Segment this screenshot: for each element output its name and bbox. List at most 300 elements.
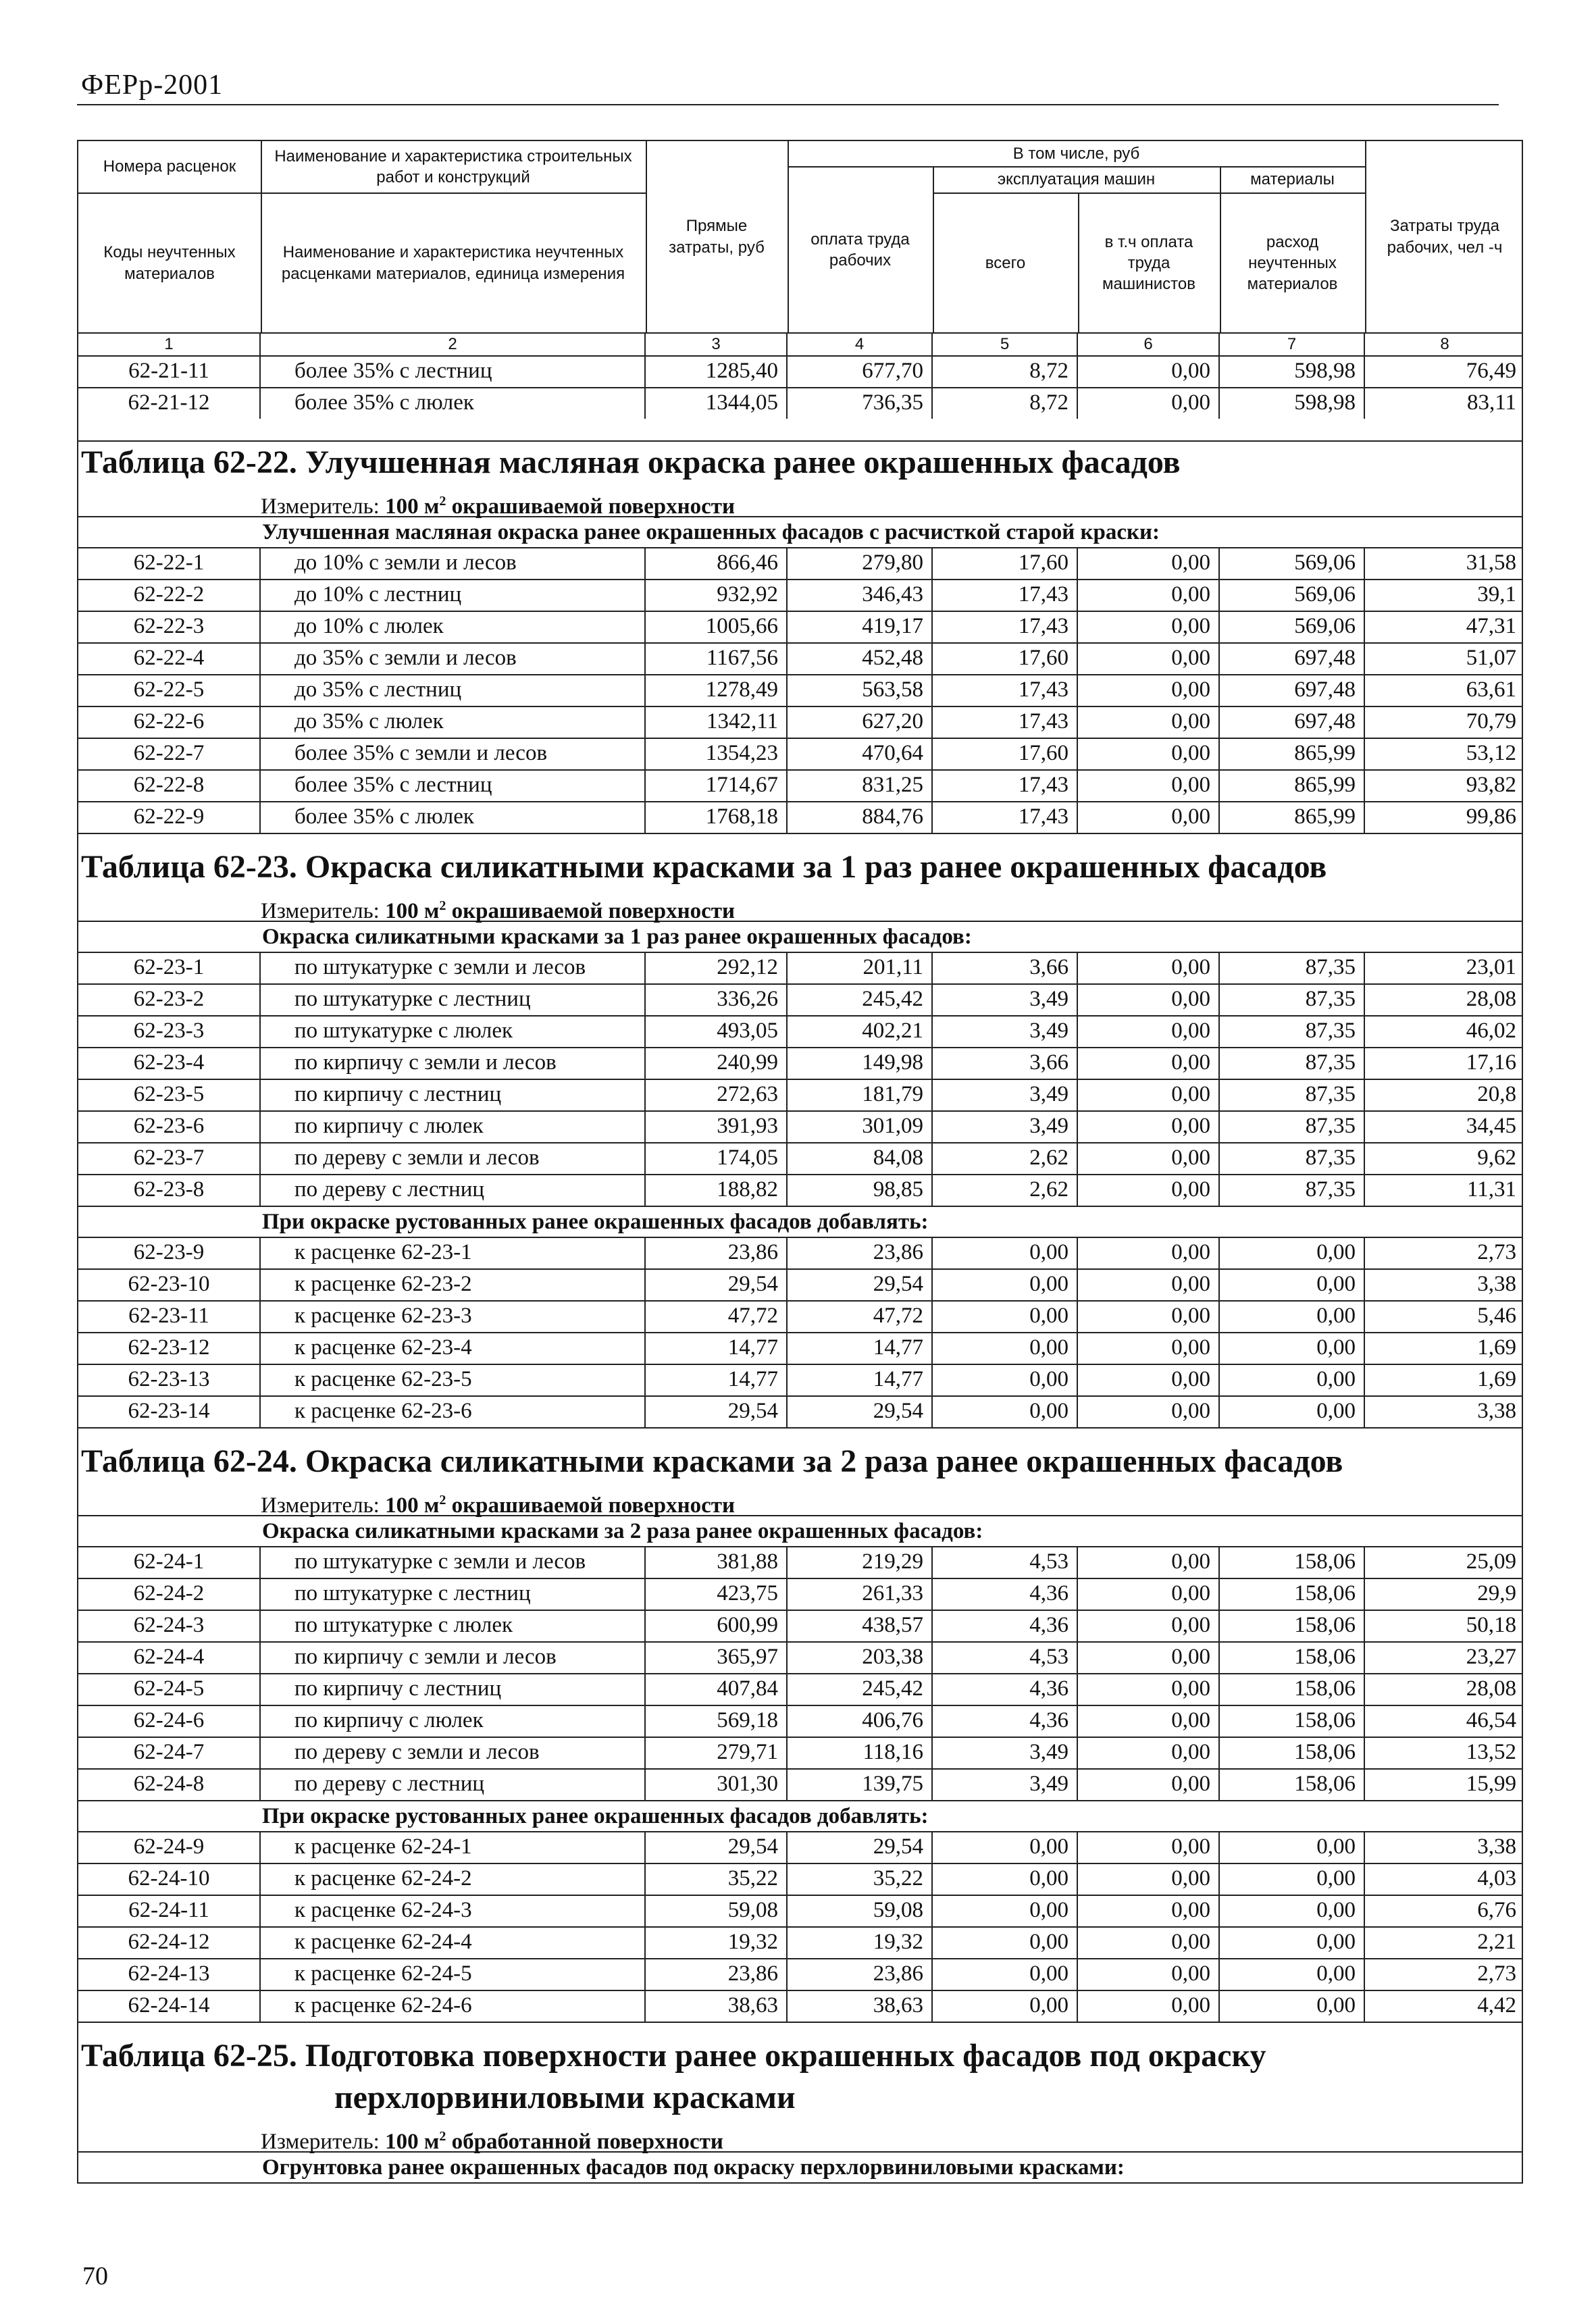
- machines-total-cell: 17,43: [933, 580, 1078, 611]
- operators-wages-cell: 0,00: [1078, 580, 1220, 611]
- measurement-label: Измеритель:: [261, 2130, 386, 2154]
- wages-cell: 438,57: [788, 1611, 933, 1641]
- wages-cell: 149,98: [788, 1048, 933, 1079]
- rate-code-cell: 62-24-10: [78, 1864, 261, 1895]
- materials-consumption-cell: 158,06: [1220, 1706, 1365, 1737]
- materials-consumption-cell: 569,06: [1220, 548, 1365, 579]
- direct-costs-cell: 1285,40: [646, 357, 788, 387]
- wages-cell: 38,63: [788, 1991, 933, 2022]
- table-section: [78, 1427, 1522, 2022]
- operators-wages-cell: 0,00: [1078, 1706, 1220, 1737]
- measurement-exponent: 2: [439, 494, 446, 509]
- measurement-label: Измеритель:: [261, 494, 386, 519]
- measurement-exponent: 2: [439, 898, 446, 913]
- machines-total-cell: 0,00: [933, 1270, 1078, 1300]
- labor-costs-cell: 15,99: [1466, 1772, 1516, 1796]
- direct-costs-cell: 1167,56: [646, 644, 788, 674]
- operators-wages-cell: 0,00: [1078, 1864, 1220, 1895]
- wages-cell: 219,29: [788, 1547, 933, 1578]
- operators-wages-cell: 0,00: [1078, 1175, 1220, 1206]
- machines-total-cell: 0,00: [933, 1238, 1078, 1268]
- rate-code-cell: 62-24-3: [78, 1611, 261, 1641]
- column-number: 3: [646, 334, 788, 355]
- rate-code-cell: 62-23-8: [78, 1175, 261, 1206]
- wages-cell: 627,20: [788, 707, 933, 738]
- operators-wages-cell: 0,00: [1078, 1896, 1220, 1926]
- labor-costs-cell: 31,58: [1466, 550, 1516, 575]
- wages-cell: 23,86: [788, 1959, 933, 1990]
- table-row: [78, 388, 1522, 419]
- labor-costs-cell: 20,8: [1477, 1082, 1516, 1106]
- wages-cell: 181,79: [788, 1080, 933, 1110]
- header-rule: [77, 104, 1499, 105]
- group-heading: При окраске рустованных ранее окрашенных фасадов добавлять:: [78, 1207, 1522, 1238]
- rate-code-cell: 62-22-4: [78, 644, 261, 674]
- operators-wages-cell: 0,00: [1078, 675, 1220, 706]
- column-number: 6: [1078, 334, 1220, 355]
- materials-consumption-cell: 865,99: [1220, 802, 1365, 833]
- materials-consumption-cell: 0,00: [1220, 1832, 1365, 1863]
- wages-cell: 261,33: [788, 1579, 933, 1610]
- wages-cell: 118,16: [788, 1738, 933, 1768]
- rate-code-cell: 62-22-6: [78, 707, 261, 738]
- work-name-cell: более 35% с земли и лесов: [261, 739, 646, 769]
- materials-consumption-cell: 0,00: [1220, 1864, 1365, 1895]
- labor-costs-cell: 23,27: [1466, 1645, 1516, 1669]
- table-title-text: Таблица 62-24. Окраска силикатными красками за 2 раза ранее окрашенных фасадов: [81, 1443, 1343, 1479]
- direct-costs-cell: 1714,67: [646, 771, 788, 801]
- work-name-cell: к расценке 62-24-2: [261, 1864, 646, 1895]
- materials-consumption-cell: 0,00: [1220, 1302, 1365, 1332]
- labor-costs-cell: 50,18: [1466, 1613, 1516, 1637]
- column-numbers: [78, 332, 1522, 357]
- table-row: [78, 985, 1522, 1017]
- work-name-cell: к расценке 62-23-5: [261, 1365, 646, 1395]
- labor-costs-cell: 28,08: [1466, 1676, 1516, 1701]
- labor-costs-header: Затраты труда рабочих, чел -ч: [1387, 217, 1503, 257]
- machines-total-cell: 17,60: [933, 739, 1078, 769]
- machines-total-cell: 17,60: [933, 548, 1078, 579]
- labor-costs-cell: 1,69: [1477, 1367, 1516, 1391]
- rate-code-cell: 62-24-14: [78, 1991, 261, 2022]
- machines-total-cell: 3,49: [933, 1017, 1078, 1047]
- machines-total-cell: 0,00: [933, 1959, 1078, 1990]
- group-heading: При окраске рустованных ранее окрашенных фасадов добавлять:: [78, 1801, 1522, 1832]
- work-name-cell: к расценке 62-24-6: [261, 1991, 646, 2022]
- measurement-value-text: 100 м: [385, 2130, 440, 2154]
- work-name-cell: по штукатурке с лестниц: [261, 1579, 646, 1610]
- operators-wages-cell: 0,00: [1078, 953, 1220, 983]
- labor-costs-cell: 2,73: [1477, 1240, 1516, 1264]
- operators-wages-cell: 0,00: [1078, 1302, 1220, 1332]
- machines-total-cell: 0,00: [933, 1896, 1078, 1926]
- labor-costs-cell: 6,76: [1477, 1898, 1516, 1922]
- rate-code-cell: 62-24-11: [78, 1896, 261, 1926]
- work-name-cell: до 35% с люлек: [261, 707, 646, 738]
- table-row: [78, 1302, 1522, 1333]
- measurement-label: Измеритель:: [261, 899, 386, 923]
- direct-costs-cell: 35,22: [646, 1864, 788, 1895]
- machines-total-cell: 3,49: [933, 1738, 1078, 1768]
- materials-consumption-cell: 87,35: [1220, 1017, 1365, 1047]
- machines-total-cell: 17,43: [933, 675, 1078, 706]
- direct-costs-cell: 29,54: [646, 1832, 788, 1863]
- column-number: 4: [788, 334, 933, 355]
- machines-total-cell: 0,00: [933, 1864, 1078, 1895]
- table-title: [78, 2035, 1522, 2119]
- table-row: [78, 739, 1522, 771]
- direct-costs-cell: 29,54: [646, 1270, 788, 1300]
- machines-total-cell: 0,00: [933, 1397, 1078, 1427]
- materials-consumption-cell: 158,06: [1220, 1611, 1365, 1641]
- materials-consumption-cell: 598,98: [1220, 388, 1365, 419]
- work-name-cell: по штукатурке с земли и лесов: [261, 953, 646, 983]
- wages-cell: 563,58: [788, 675, 933, 706]
- labor-costs-cell: 93,82: [1466, 773, 1516, 797]
- direct-costs-header: Прямые затраты, руб: [669, 217, 765, 257]
- wages-cell: 14,77: [788, 1333, 933, 1364]
- work-name-cell: к расценке 62-24-1: [261, 1832, 646, 1863]
- measurement-unit: [78, 888, 1522, 921]
- labor-costs-cell: 9,62: [1477, 1146, 1516, 1170]
- wages-cell: 59,08: [788, 1896, 933, 1926]
- machines-total-cell: 4,36: [933, 1579, 1078, 1610]
- operators-wages-cell: 0,00: [1078, 357, 1220, 387]
- tables-container: [78, 440, 1522, 2182]
- wages-cell: 23,86: [788, 1238, 933, 1268]
- work-name-cell: по дереву с земли и лесов: [261, 1738, 646, 1768]
- table-row: [78, 675, 1522, 707]
- labor-costs-cell: 47,31: [1466, 614, 1516, 638]
- col2-bottom-header: Наименование и характеристика неучтенных расценками материалов, единица измерения: [281, 243, 625, 283]
- direct-costs-cell: 59,08: [646, 1896, 788, 1926]
- table-row: [78, 1643, 1522, 1674]
- materials-consumption-cell: 158,06: [1220, 1579, 1365, 1610]
- direct-costs-cell: 493,05: [646, 1017, 788, 1047]
- materials-consumption-cell: 87,35: [1220, 1143, 1365, 1174]
- labor-costs-cell: 70,79: [1466, 709, 1516, 734]
- wages-cell: 29,54: [788, 1832, 933, 1863]
- wages-cell: 14,77: [788, 1365, 933, 1395]
- machines-total-cell: 3,66: [933, 953, 1078, 983]
- table-section: [78, 2022, 1522, 2182]
- operators-wages-cell: 0,00: [1078, 985, 1220, 1015]
- col1-top-header: Номера расценок: [103, 157, 236, 176]
- rate-code-cell: 62-23-14: [78, 1397, 261, 1427]
- work-name-cell: к расценке 62-24-5: [261, 1959, 646, 1990]
- group-heading: Улучшенная масляная окраска ранее окрашенных фасадов с расчисткой старой краски:: [78, 516, 1522, 548]
- materials-header: материалы: [1250, 170, 1335, 188]
- wages-cell: 419,17: [788, 612, 933, 642]
- labor-costs-cell: 4,42: [1477, 1993, 1516, 2017]
- rate-code-cell: 62-22-3: [78, 612, 261, 642]
- labor-costs-cell: 3,38: [1477, 1272, 1516, 1296]
- labor-costs-cell: 34,45: [1466, 1114, 1516, 1138]
- machines-header: эксплуатация машин: [997, 170, 1156, 188]
- machines-total-cell: 17,43: [933, 771, 1078, 801]
- wages-cell: 831,25: [788, 771, 933, 801]
- rate-code-cell: 62-24-7: [78, 1738, 261, 1768]
- materials-consumption-cell: 0,00: [1220, 1896, 1365, 1926]
- wages-cell: 736,35: [788, 388, 933, 419]
- measurement-label: Измеритель:: [261, 1493, 386, 1518]
- wages-cell: 677,70: [788, 357, 933, 387]
- materials-consumption-cell: 158,06: [1220, 1738, 1365, 1768]
- table-title-continuation: перхлорвиниловыми красками: [334, 2080, 796, 2115]
- column-number: 7: [1220, 334, 1365, 355]
- work-name-cell: до 10% с лестниц: [261, 580, 646, 611]
- materials-consumption-cell: 0,00: [1220, 1991, 1365, 2022]
- page-number: 70: [82, 2262, 108, 2290]
- rate-code-cell: 62-22-1: [78, 548, 261, 579]
- materials-consumption-cell: 0,00: [1220, 1397, 1365, 1427]
- column-number: 2: [261, 334, 646, 355]
- rate-code-cell: 62-24-1: [78, 1547, 261, 1578]
- materials-consumption-cell: 697,48: [1220, 675, 1365, 706]
- machines-total-cell: 17,43: [933, 802, 1078, 833]
- direct-costs-cell: 1342,11: [646, 707, 788, 738]
- operators-wages-cell: 0,00: [1078, 771, 1220, 801]
- table-row: [78, 771, 1522, 802]
- table-row: [78, 1611, 1522, 1643]
- work-name-cell: до 10% с люлек: [261, 612, 646, 642]
- materials-consumption-cell: 0,00: [1220, 1959, 1365, 1990]
- work-name-cell: по кирпичу с земли и лесов: [261, 1643, 646, 1673]
- table-row: [78, 1175, 1522, 1207]
- measurement-exponent: 2: [439, 1493, 446, 1508]
- machines-total-cell: 4,53: [933, 1643, 1078, 1673]
- table-row: [78, 1579, 1522, 1611]
- labor-costs-cell: 2,21: [1477, 1930, 1516, 1954]
- table-row: [78, 1048, 1522, 1080]
- labor-costs-cell: 39,1: [1477, 582, 1516, 607]
- table-row: [78, 802, 1522, 833]
- rate-code-cell: 62-23-4: [78, 1048, 261, 1079]
- materials-consumption-cell: 0,00: [1220, 1365, 1365, 1395]
- measurement-value-text: 100 м: [385, 494, 440, 519]
- labor-costs-cell: 99,86: [1466, 804, 1516, 829]
- machines-total-cell: 0,00: [933, 1302, 1078, 1332]
- machines-total-cell: 3,66: [933, 1048, 1078, 1079]
- labor-costs-cell: 13,52: [1466, 1740, 1516, 1764]
- machines-total-cell: 8,72: [933, 388, 1078, 419]
- rate-code-cell: 62-22-5: [78, 675, 261, 706]
- operators-wages-cell: 0,00: [1078, 1959, 1220, 1990]
- wages-cell: 29,54: [788, 1270, 933, 1300]
- materials-consumption-cell: 0,00: [1220, 1333, 1365, 1364]
- rate-code-cell: 62-23-7: [78, 1143, 261, 1174]
- labor-costs-cell: 1,69: [1477, 1335, 1516, 1360]
- direct-costs-cell: 301,30: [646, 1770, 788, 1800]
- machines-total-cell: 3,49: [933, 985, 1078, 1015]
- operators-wages-cell: 0,00: [1078, 802, 1220, 833]
- materials-consumption-cell: 697,48: [1220, 644, 1365, 674]
- table-title-text: Таблица 62-23. Окраска силикатными красками за 1 раз ранее окрашенных фасадов: [81, 849, 1327, 885]
- labor-costs-cell: 3,38: [1477, 1399, 1516, 1423]
- rate-code-cell: 62-23-12: [78, 1333, 261, 1364]
- direct-costs-cell: 1344,05: [646, 388, 788, 419]
- measurement-value-text: 100 м: [385, 1493, 440, 1518]
- measurement-value: [385, 1493, 735, 1518]
- operators-wages-cell: 0,00: [1078, 548, 1220, 579]
- materials-consumption-cell: 569,06: [1220, 580, 1365, 611]
- materials-consumption-cell: 87,35: [1220, 1080, 1365, 1110]
- table-row: [78, 1238, 1522, 1270]
- work-name-cell: по штукатурке с земли и лесов: [261, 1547, 646, 1578]
- direct-costs-cell: 569,18: [646, 1706, 788, 1737]
- direct-costs-cell: 365,97: [646, 1643, 788, 1673]
- operators-wages-cell: 0,00: [1078, 388, 1220, 419]
- direct-costs-cell: 1768,18: [646, 802, 788, 833]
- table-row: [78, 1365, 1522, 1397]
- operators-wages-cell: 0,00: [1078, 739, 1220, 769]
- wages-cell: 406,76: [788, 1706, 933, 1737]
- rate-code-cell: 62-23-6: [78, 1112, 261, 1142]
- work-name-cell: к расценке 62-23-3: [261, 1302, 646, 1332]
- rates-table: [77, 140, 1523, 2184]
- table-row: [78, 1547, 1522, 1579]
- group-heading: Огрунтовка ранее окрашенных фасадов под окраску перхлорвиниловыми красками:: [78, 2151, 1522, 2182]
- measurement-rest: окрашиваемой поверхности: [446, 899, 736, 923]
- column-number: 1: [78, 334, 261, 355]
- table-row: [78, 1143, 1522, 1175]
- work-name-cell: по кирпичу с лестниц: [261, 1674, 646, 1705]
- rate-code-cell: 62-23-10: [78, 1270, 261, 1300]
- rate-code-cell: 62-24-4: [78, 1643, 261, 1673]
- table-row: [78, 1674, 1522, 1706]
- rate-code-cell: 62-24-13: [78, 1959, 261, 1990]
- materials-consumption-cell: 87,35: [1220, 985, 1365, 1015]
- wages-cell: 346,43: [788, 580, 933, 611]
- wages-cell: 245,42: [788, 1674, 933, 1705]
- labor-costs-cell: 28,08: [1466, 987, 1516, 1011]
- rate-code-cell: 62-24-5: [78, 1674, 261, 1705]
- direct-costs-cell: 23,86: [646, 1238, 788, 1268]
- materials-consumption-cell: 865,99: [1220, 739, 1365, 769]
- wages-cell: 884,76: [788, 802, 933, 833]
- col2-top-header: Наименование и характеристика строительных работ и конструкций: [274, 147, 632, 186]
- direct-costs-cell: 19,32: [646, 1928, 788, 1958]
- direct-costs-cell: 14,77: [646, 1365, 788, 1395]
- wages-cell: 201,11: [788, 953, 933, 983]
- materials-consumption-cell: 598,98: [1220, 357, 1365, 387]
- machines-total-cell: 2,62: [933, 1143, 1078, 1174]
- labor-costs-cell: 25,09: [1466, 1549, 1516, 1574]
- work-name-cell: более 35% с лестниц: [261, 357, 646, 387]
- table-title-text: Таблица 62-25. Подготовка поверхности ранее окрашенных фасадов под окраску: [81, 2038, 1266, 2074]
- labor-costs-cell: 83,11: [1466, 390, 1516, 415]
- machines-total-cell: 4,36: [933, 1706, 1078, 1737]
- direct-costs-cell: 38,63: [646, 1991, 788, 2022]
- work-name-cell: более 35% с люлек: [261, 388, 646, 419]
- direct-costs-cell: 391,93: [646, 1112, 788, 1142]
- operators-wages-cell: 0,00: [1078, 1143, 1220, 1174]
- direct-costs-cell: 272,63: [646, 1080, 788, 1110]
- rate-code-cell: 62-24-2: [78, 1579, 261, 1610]
- wages-cell: 98,85: [788, 1175, 933, 1206]
- table-row: [78, 1770, 1522, 1801]
- rate-code-cell: 62-24-6: [78, 1706, 261, 1737]
- rate-code-cell: 62-22-8: [78, 771, 261, 801]
- direct-costs-cell: 336,26: [646, 985, 788, 1015]
- materials-consumption-cell: 158,06: [1220, 1770, 1365, 1800]
- work-name-cell: к расценке 62-24-4: [261, 1928, 646, 1958]
- table-row: [78, 1017, 1522, 1048]
- work-name-cell: более 35% с люлек: [261, 802, 646, 833]
- machines-total-header: всего: [985, 253, 1026, 272]
- direct-costs-cell: 47,72: [646, 1302, 788, 1332]
- machines-total-cell: 8,72: [933, 357, 1078, 387]
- operators-wages-cell: 0,00: [1078, 1928, 1220, 1958]
- wages-cell: 19,32: [788, 1928, 933, 1958]
- labor-costs-cell: 4,03: [1477, 1866, 1516, 1891]
- machines-total-cell: 0,00: [933, 1832, 1078, 1863]
- wages-cell: 452,48: [788, 644, 933, 674]
- work-name-cell: по кирпичу с люлек: [261, 1706, 646, 1737]
- labor-costs-cell: 3,38: [1477, 1834, 1516, 1859]
- machines-total-cell: 17,43: [933, 612, 1078, 642]
- machines-total-cell: 4,53: [933, 1547, 1078, 1578]
- operators-wages-cell: 0,00: [1078, 1397, 1220, 1427]
- materials-consumption-cell: 87,35: [1220, 953, 1365, 983]
- labor-costs-cell: 2,73: [1477, 1961, 1516, 1986]
- wages-cell: 301,09: [788, 1112, 933, 1142]
- labor-costs-cell: 11,31: [1466, 1177, 1516, 1202]
- work-name-cell: по дереву с лестниц: [261, 1175, 646, 1206]
- direct-costs-cell: 866,46: [646, 548, 788, 579]
- operators-wages-cell: 0,00: [1078, 1991, 1220, 2022]
- operators-wages-cell: 0,00: [1078, 1238, 1220, 1268]
- labor-costs-cell: 51,07: [1466, 646, 1516, 670]
- table-row: [78, 1738, 1522, 1770]
- table-row: [78, 357, 1522, 388]
- page-header: ФЕРр-2001: [81, 70, 224, 101]
- table-row: [78, 1832, 1522, 1864]
- measurement-value: [385, 494, 735, 519]
- work-name-cell: по штукатурке с люлек: [261, 1017, 646, 1047]
- operators-wages-cell: 0,00: [1078, 1048, 1220, 1079]
- operators-wages-header: в т.ч оплата труда машинистов: [1102, 232, 1195, 294]
- direct-costs-cell: 14,77: [646, 1333, 788, 1364]
- direct-costs-cell: 1354,23: [646, 739, 788, 769]
- rate-code-cell: 62-23-11: [78, 1302, 261, 1332]
- wages-cell: 470,64: [788, 739, 933, 769]
- table-row: [78, 612, 1522, 644]
- work-name-cell: по штукатурке с люлек: [261, 1611, 646, 1641]
- operators-wages-cell: 0,00: [1078, 1080, 1220, 1110]
- operators-wages-cell: 0,00: [1078, 1738, 1220, 1768]
- rate-code-cell: 62-24-8: [78, 1770, 261, 1800]
- machines-total-cell: 3,49: [933, 1080, 1078, 1110]
- measurement-unit: [78, 484, 1522, 519]
- materials-consumption-cell: 158,06: [1220, 1643, 1365, 1673]
- direct-costs-cell: 932,92: [646, 580, 788, 611]
- direct-costs-cell: 423,75: [646, 1579, 788, 1610]
- wages-cell: 279,80: [788, 548, 933, 579]
- labor-costs-cell: 5,46: [1477, 1304, 1516, 1328]
- column-number: 8: [1440, 335, 1449, 353]
- table-row: [78, 1706, 1522, 1738]
- labor-costs-cell: 29,9: [1477, 1581, 1516, 1605]
- machines-total-cell: 2,62: [933, 1175, 1078, 1206]
- column-number: 5: [933, 334, 1078, 355]
- direct-costs-cell: 174,05: [646, 1143, 788, 1174]
- work-name-cell: к расценке 62-23-6: [261, 1397, 646, 1427]
- rate-code-cell: 62-24-12: [78, 1928, 261, 1958]
- wages-cell: 29,54: [788, 1397, 933, 1427]
- work-name-cell: до 35% с лестниц: [261, 675, 646, 706]
- machines-total-cell: 3,49: [933, 1112, 1078, 1142]
